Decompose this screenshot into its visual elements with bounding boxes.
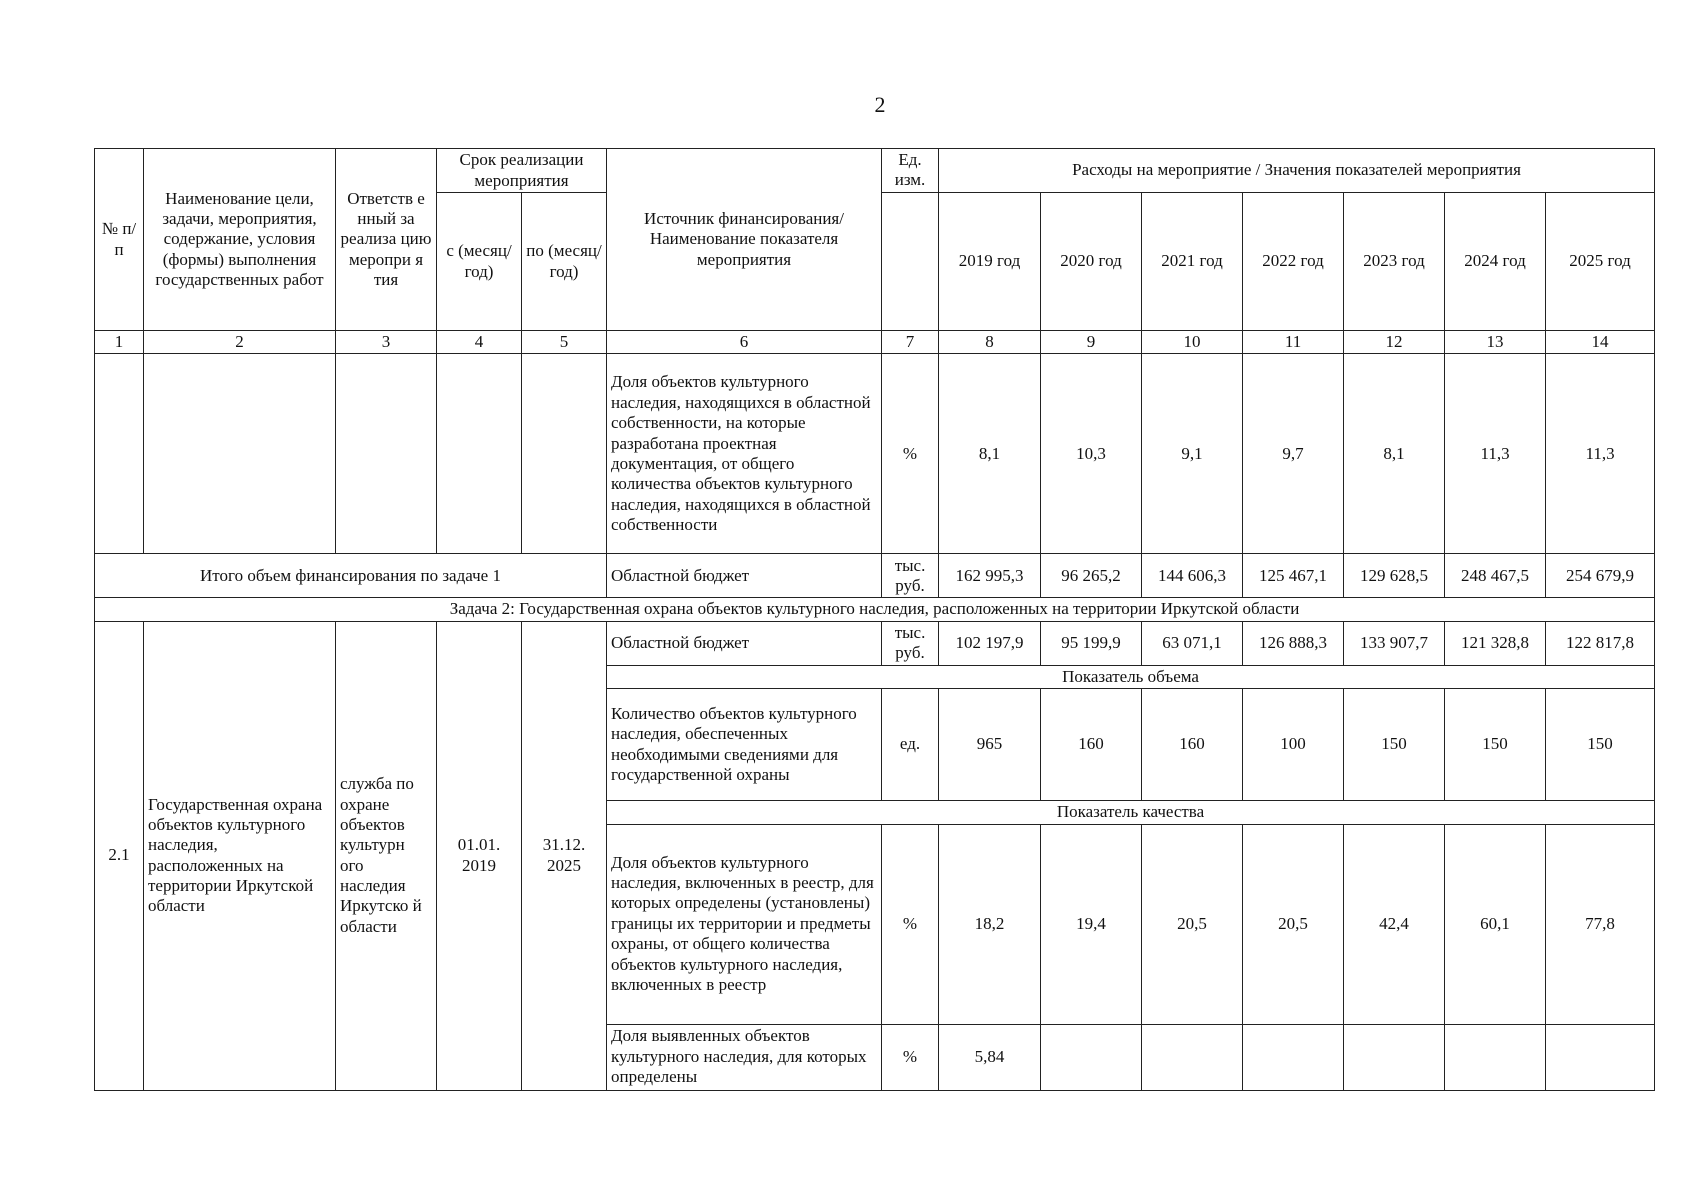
page-number: 2 (874, 92, 886, 117)
value-cell: 60,1 (1445, 824, 1546, 1024)
item-name: Государственная охрана объектов культурного наследия, расположенных на территории Иркутской области (144, 621, 336, 1090)
column-number: 14 (1546, 331, 1655, 354)
column-number: 5 (522, 331, 607, 354)
header-year: 2025 год (1546, 193, 1655, 331)
empty-cell (95, 354, 144, 554)
item-2-1-budget-row (95, 621, 1655, 665)
value-cell: 100 (1243, 689, 1344, 801)
indicator-label: Доля объектов культурного наследия, находящихся в областной собственности, на которые разработана проектная документация, от общего количества объектов культурного наследия, находящихся в областной собственности (607, 354, 882, 554)
value-cell: 63 071,1 (1142, 621, 1243, 665)
item-number: 2.1 (95, 621, 144, 1090)
header-expenses: Расходы на мероприятие / Значения показателей мероприятия (939, 149, 1655, 193)
funding-source: Областной бюджет (607, 621, 882, 665)
funding-source: Областной бюджет (607, 554, 882, 598)
value-cell: 102 197,9 (939, 621, 1041, 665)
value-cell: 20,5 (1243, 824, 1344, 1024)
header-unit-empty (882, 193, 939, 331)
value-cell: 122 817,8 (1546, 621, 1655, 665)
empty-cell (522, 354, 607, 554)
value-cell: 248 467,5 (1445, 554, 1546, 598)
indicator-unit: % (882, 354, 939, 554)
value-cell: 20,5 (1142, 824, 1243, 1024)
empty-cell (144, 354, 336, 554)
value-cell (1344, 1024, 1445, 1090)
value-cell (1041, 1024, 1142, 1090)
indicator-row-docs (95, 354, 1655, 554)
value-cell: 18,2 (939, 824, 1041, 1024)
indicator-label: Количество объектов культурного наследия, обеспеченных необходимыми сведениями для государственной охраны (607, 689, 882, 801)
column-number: 12 (1344, 331, 1445, 354)
column-number: 4 (437, 331, 522, 354)
column-number: 9 (1041, 331, 1142, 354)
header-year: 2020 год (1041, 193, 1142, 331)
indicator-label: Доля объектов культурного наследия, включенных в реестр, для которых определены (установлены) границы их территории и предметы охраны, от общего количества объектов культурного наследия, включенных в реестр (607, 824, 882, 1024)
task2-title: Задача 2: Государственная охрана объектов культурного наследия, расположенных на территории Иркутской области (95, 598, 1655, 621)
value-cell: 150 (1445, 689, 1546, 801)
item-responsible: служба по охране объектов культурн ого наследия Иркутско й области (336, 621, 437, 1090)
quality-indicator-header: Показатель качества (607, 801, 1655, 824)
value-cell: 96 265,2 (1041, 554, 1142, 598)
header-name: Наименование цели, задачи, мероприятия, содержание, условия (формы) выполнения государственных работ (144, 149, 336, 331)
value-cell: 150 (1546, 689, 1655, 801)
indicator-label: Доля выявленных объектов культурного наследия, для которых определены (607, 1024, 882, 1090)
column-number: 7 (882, 331, 939, 354)
value-cell: 129 628,5 (1344, 554, 1445, 598)
indicator-unit: % (882, 824, 939, 1024)
value-cell: 965 (939, 689, 1041, 801)
column-number: 13 (1445, 331, 1546, 354)
header-row-1 (95, 149, 1655, 193)
item-from-date: 01.01. 2019 (437, 621, 522, 1090)
value-cell: 162 995,3 (939, 554, 1041, 598)
value-cell: 19,4 (1041, 824, 1142, 1024)
header-unit: Ед. изм. (882, 149, 939, 193)
column-number: 11 (1243, 331, 1344, 354)
value-cell: 121 328,8 (1445, 621, 1546, 665)
value-cell (1445, 1024, 1546, 1090)
volume-indicator-header: Показатель объема (607, 665, 1655, 688)
header-year: 2023 год (1344, 193, 1445, 331)
unit-cell: тыс. руб. (882, 621, 939, 665)
column-number: 3 (336, 331, 437, 354)
column-number: 2 (144, 331, 336, 354)
value-cell: 160 (1041, 689, 1142, 801)
value-cell: 42,4 (1344, 824, 1445, 1024)
value-cell: 10,3 (1041, 354, 1142, 554)
program-table (94, 148, 1655, 1091)
value-cell: 125 467,1 (1243, 554, 1344, 598)
column-number: 6 (607, 331, 882, 354)
value-cell: 8,1 (1344, 354, 1445, 554)
unit-cell: тыс. руб. (882, 554, 939, 598)
value-cell: 5,84 (939, 1024, 1041, 1090)
header-responsible: Ответств е нный за реализа цию меропри я тия (336, 149, 437, 331)
value-cell: 9,1 (1142, 354, 1243, 554)
value-cell: 150 (1344, 689, 1445, 801)
empty-cell (336, 354, 437, 554)
task2-heading-row (95, 598, 1655, 621)
value-cell: 77,8 (1546, 824, 1655, 1024)
value-cell (1546, 1024, 1655, 1090)
indicator-unit: ед. (882, 689, 939, 801)
value-cell: 95 199,9 (1041, 621, 1142, 665)
value-cell: 8,1 (939, 354, 1041, 554)
value-cell: 126 888,3 (1243, 621, 1344, 665)
indicator-unit: % (882, 1024, 939, 1090)
header-year: 2019 год (939, 193, 1041, 331)
empty-cell (437, 354, 522, 554)
value-cell: 144 606,3 (1142, 554, 1243, 598)
value-cell: 254 679,9 (1546, 554, 1655, 598)
header-year: 2024 год (1445, 193, 1546, 331)
total-task1-row (95, 554, 1655, 598)
header-from: с (месяц/ год) (437, 193, 522, 331)
header-num: № п/п (95, 149, 144, 331)
header-source: Источник финансирования/ Наименование показателя мероприятия (607, 149, 882, 331)
value-cell: 133 907,7 (1344, 621, 1445, 665)
value-cell: 160 (1142, 689, 1243, 801)
value-cell: 9,7 (1243, 354, 1344, 554)
total-label: Итого объем финансирования по задаче 1 (95, 554, 607, 598)
header-period: Срок реализации мероприятия (437, 149, 607, 193)
column-number: 10 (1142, 331, 1243, 354)
item-to-date: 31.12. 2025 (522, 621, 607, 1090)
column-numbers-row (95, 331, 1655, 354)
header-year: 2021 год (1142, 193, 1243, 331)
value-cell: 11,3 (1546, 354, 1655, 554)
header-to: по (месяц/ год) (522, 193, 607, 331)
value-cell (1243, 1024, 1344, 1090)
header-year: 2022 год (1243, 193, 1344, 331)
column-number: 1 (95, 331, 144, 354)
column-number: 8 (939, 331, 1041, 354)
value-cell: 11,3 (1445, 354, 1546, 554)
value-cell (1142, 1024, 1243, 1090)
